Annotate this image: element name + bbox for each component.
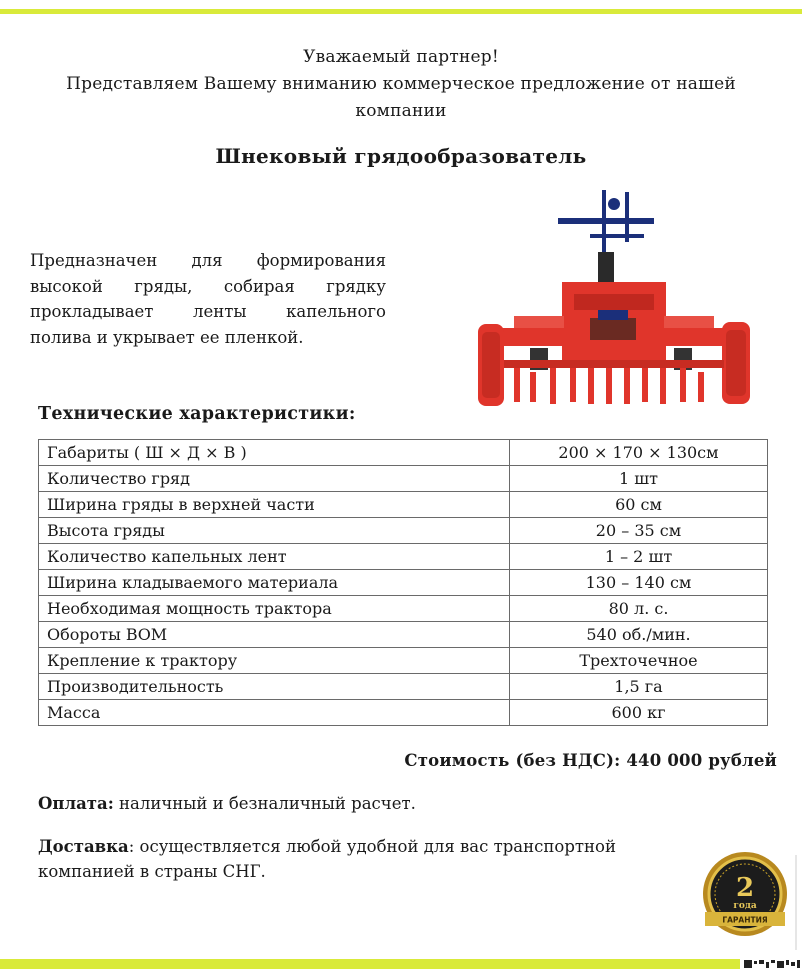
spec-value: 1 шт: [510, 466, 768, 492]
table-row: [39, 596, 768, 622]
warranty-seal: [699, 850, 791, 942]
page-edge-shadow: [795, 855, 797, 950]
product-title: Шнековый грядообразователь: [215, 144, 587, 168]
greeting: [0, 44, 802, 125]
delivery-info: [38, 834, 678, 884]
table-row: [39, 622, 768, 648]
spec-value: 80 л. с.: [510, 596, 768, 622]
spec-param: Обороты ВОМ: [39, 622, 510, 648]
description-line: прокладывает ленты капельного: [30, 302, 386, 321]
specs-table: [38, 439, 768, 726]
spec-param: Необходимая мощность трактора: [39, 596, 510, 622]
spec-value: 130 – 140 см: [510, 570, 768, 596]
seal-word: года: [733, 901, 757, 911]
spec-value: 200 × 170 × 130см: [510, 440, 768, 466]
table-row: [39, 492, 768, 518]
table-row: [39, 700, 768, 726]
greeting-line: компании: [355, 101, 447, 121]
greeting-line: Уважаемый партнер!: [303, 47, 499, 67]
spec-value: 1 – 2 шт: [510, 544, 768, 570]
spec-value: 600 кг: [510, 700, 768, 726]
spec-value: Трехточечное: [510, 648, 768, 674]
seal-ribbon: ГАРАНТИЯ: [722, 915, 768, 925]
payment-text: наличный и безналичный расчет.: [113, 794, 416, 813]
payment-info: [38, 794, 416, 813]
delivery-line: [38, 834, 678, 859]
delivery-line: компанией в страны СНГ.: [38, 862, 266, 881]
spec-value: 20 – 35 см: [510, 518, 768, 544]
description-line: Предназначен для формирования: [30, 251, 386, 270]
spec-value: 540 об./мин.: [510, 622, 768, 648]
table-row: [39, 544, 768, 570]
table-row: [39, 648, 768, 674]
specs-heading: Технические характеристики:: [38, 404, 356, 424]
spec-value: 60 см: [510, 492, 768, 518]
spec-param: Количество гряд: [39, 466, 510, 492]
qr-code-icon: [742, 958, 802, 969]
description-line: высокой гряды, собирая грядку: [30, 276, 386, 296]
delivery-label: Доставка: [38, 837, 129, 856]
spec-param: Ширина кладываемого материала: [39, 570, 510, 596]
payment-label: Оплата:: [38, 794, 114, 813]
product-description: [30, 248, 386, 350]
spec-param: Количество капельных лент: [39, 544, 510, 570]
table-row: [39, 518, 768, 544]
table-row: [39, 570, 768, 596]
machine-image: [474, 182, 756, 418]
spec-param: Высота гряды: [39, 518, 510, 544]
delivery-text: : осуществляется любой удобной для вас транспортной: [128, 837, 616, 856]
spec-param: Производительность: [39, 674, 510, 700]
spec-param: Масса: [39, 700, 510, 726]
table-row: [39, 466, 768, 492]
bottom-accent-bar: [0, 959, 740, 969]
description-line: полива и укрывает ее пленкой.: [30, 327, 304, 347]
spec-param: Габариты ( Ш × Д × В ): [39, 440, 510, 466]
greeting-line: Представляем Вашему вниманию коммерческое предложение от нашей: [66, 74, 736, 94]
table-row: [39, 440, 768, 466]
table-row: [39, 674, 768, 700]
seal-number: 2: [735, 873, 755, 903]
spec-value: 1,5 га: [510, 674, 768, 700]
top-accent-bar: [0, 9, 802, 14]
spec-param: Ширина гряды в верхней части: [39, 492, 510, 518]
price: Стоимость (без НДС): 440 000 рублей: [404, 751, 777, 770]
spec-param: Крепление к трактору: [39, 648, 510, 674]
